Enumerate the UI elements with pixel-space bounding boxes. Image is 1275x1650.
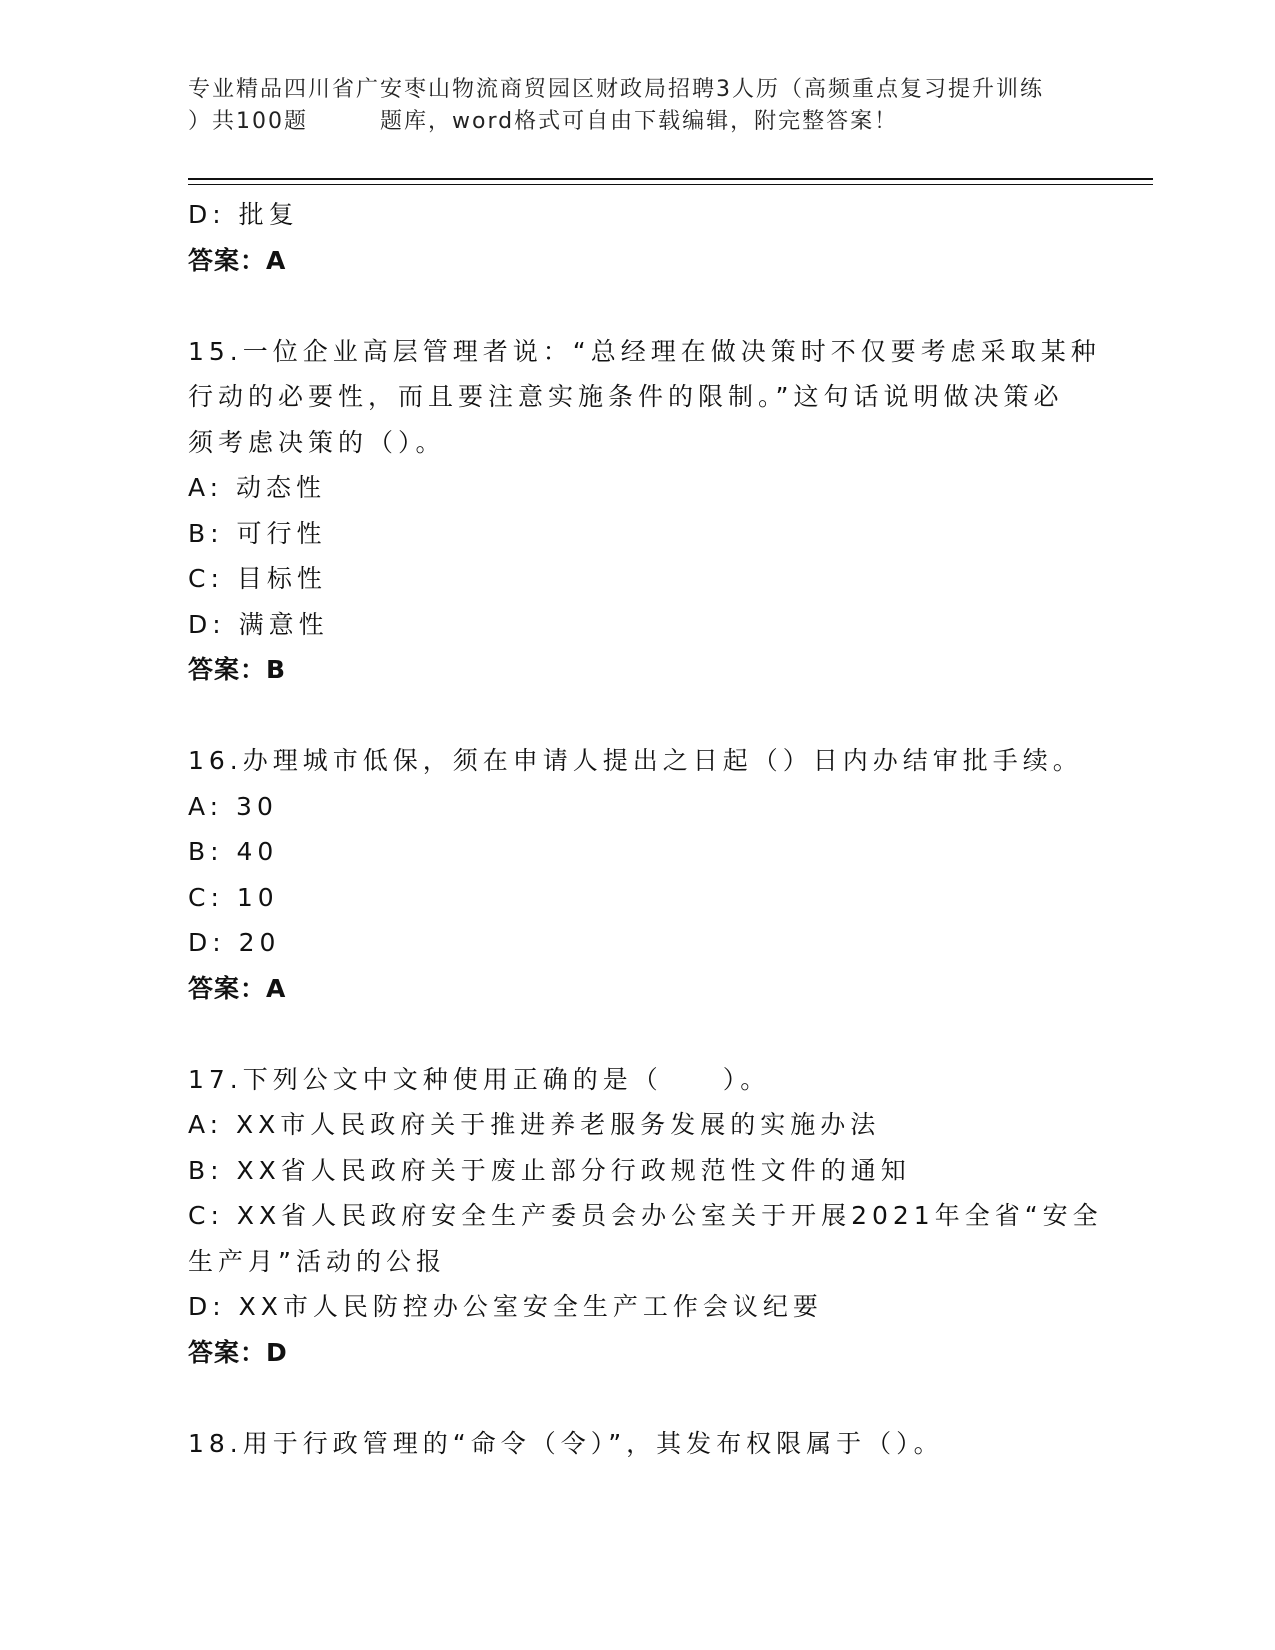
spacer bbox=[188, 283, 1088, 329]
option-b: B: 40 bbox=[188, 837, 279, 866]
answer-line: 答案：D bbox=[188, 1337, 288, 1367]
option-c-continued: 生产月”活动的公报 bbox=[188, 1246, 446, 1276]
header-divider-thin bbox=[188, 184, 1153, 185]
option-a: A: XX市人民政府关于推进养老服务发展的实施办法 bbox=[188, 1110, 881, 1139]
document-header bbox=[188, 74, 1088, 138]
header-gap bbox=[308, 106, 380, 138]
answer-line: 答案：A bbox=[188, 245, 287, 275]
spacer bbox=[188, 1375, 1088, 1421]
question-text-line: 18.用于行政管理的“命令（令）”，其发布权限属于（）。 bbox=[188, 1428, 944, 1458]
question-16 bbox=[188, 738, 1088, 1011]
option-a: A: 30 bbox=[188, 791, 278, 821]
question-text-line: 17.下列公文中文种使用正确的是（ ）。 bbox=[188, 1064, 771, 1094]
document-body bbox=[188, 192, 1103, 1466]
option-d: D: 满意性 bbox=[188, 609, 329, 639]
answer-line: 答案：B bbox=[188, 655, 287, 684]
option-a: A: 动态性 bbox=[188, 473, 327, 502]
question-text-line: 须考虑决策的（）。 bbox=[188, 427, 446, 457]
option-d: D: 批复 bbox=[188, 200, 299, 229]
question-17 bbox=[188, 1057, 1103, 1376]
question-18 bbox=[188, 1421, 1088, 1467]
option-d: D: XX市人民防控办公室安全生产工作会议纪要 bbox=[188, 1292, 823, 1321]
option-c: C: 目标性 bbox=[188, 564, 327, 593]
spacer bbox=[188, 1011, 1088, 1057]
answer-line: 答案：A bbox=[188, 973, 287, 1003]
header-line-1: 专业精品四川省广安枣山物流商贸园区财政局招聘3人历（高频重点复习提升训练 bbox=[188, 77, 1044, 102]
header-line-2 bbox=[188, 106, 1088, 138]
option-b: B: XX省人民政府关于废止部分行政规范性文件的通知 bbox=[188, 1155, 911, 1185]
question-15 bbox=[188, 329, 1101, 693]
spacer bbox=[188, 693, 1088, 739]
header-line-2-left: ）共100题 bbox=[188, 109, 308, 134]
option-b: B: 可行性 bbox=[188, 518, 327, 548]
question-text-line: 行动的必要性，而且要注意实施条件的限制。”这句话说明做决策必 bbox=[188, 382, 1064, 411]
question-text-line: 16.办理城市低保，须在申请人提出之日起（）日内办结审批手续。 bbox=[188, 746, 1083, 775]
option-c: C: 10 bbox=[188, 882, 279, 912]
header-divider-thick bbox=[188, 178, 1153, 180]
question-text-line: 15.一位企业高层管理者说：“总经理在做决策时不仅要考虑采取某种 bbox=[188, 336, 1101, 366]
option-c: C: XX省人民政府安全生产委员会办公室关于开展2021年全省“安全 bbox=[188, 1201, 1103, 1230]
header-line-2-right: 题库，word格式可自由下载编辑，附完整答案！ bbox=[380, 109, 899, 134]
option-d: D: 20 bbox=[188, 928, 281, 957]
